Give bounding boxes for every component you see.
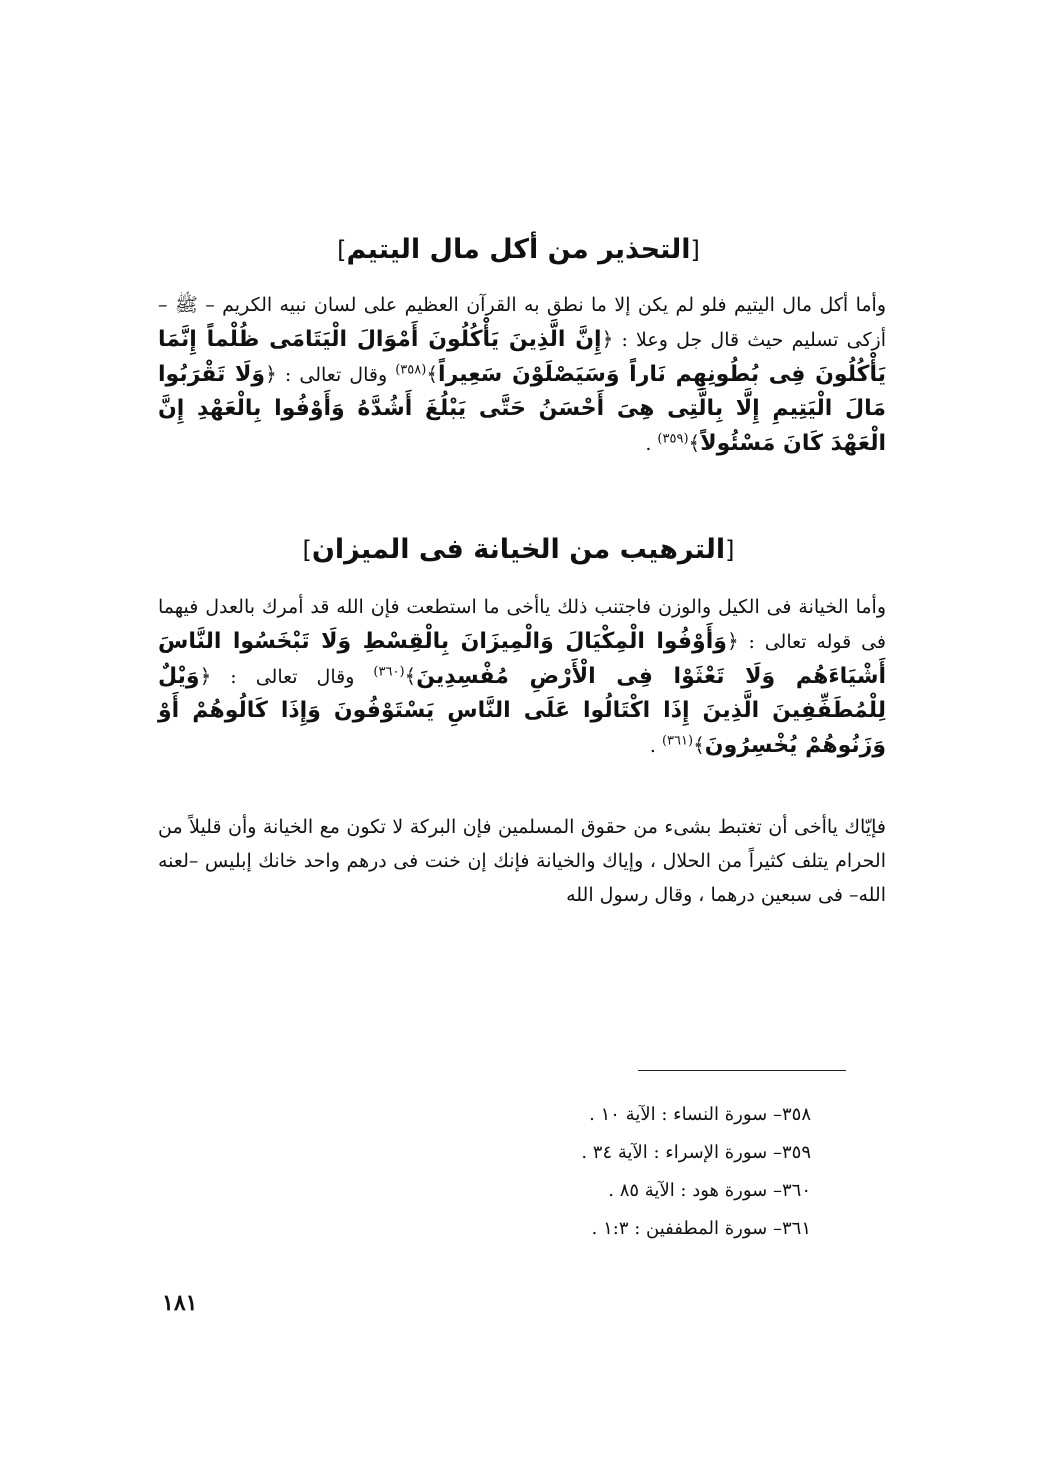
heading-bracket-open: [ (690, 236, 700, 264)
footnote-reference: (٣٥٨) (395, 362, 427, 378)
paragraph-text: . (645, 433, 658, 455)
paragraph-text: . (649, 735, 662, 757)
heading-bracket-open: [ (725, 536, 735, 564)
footnote-divider (638, 1070, 846, 1071)
verse-ornament-open: ﴿ (265, 362, 277, 386)
section-heading-scale-fraud (0, 530, 1037, 570)
paragraph-text: وقال تعالى : (230, 666, 355, 688)
paragraph-warning: فإيّاك ياأخى أن تغتبط بشىء من حقوق المسلمين فإن البركة لا تكون مع الخيانة وأن قليلاً من الحرام يتلف كثيراً من الحلال ، وإياك والخيانة فإنك إن خنت فى درهم واحد خانك إبليس –لعنه الله– فى سبعين درهما ، وقال رسول الله (158, 816, 886, 906)
paragraph-text: وأما الخيانة فى الكيل والوزن فاجتنب ذلك ياأخى ما استطعت فإن الله قد أمرك بالعدل فيهما فى قوله تعالى : (158, 596, 887, 653)
heading-bracket-close: ] (302, 536, 312, 564)
section-heading-orphan-property (0, 230, 1037, 270)
heading-bracket-close: ] (337, 236, 347, 264)
verse-text: وَأَوْفُوا الْمِكْيَالَ وَالْمِيزَانَ بِالْقِسْطِ وَلَا تَبْخَسُوا النَّاسَ أَشْيَاءَهُم وَلَا تَعْثَوْا فِى الْأَرْضِ مُفْسِدِينَ (158, 629, 886, 689)
verse-ornament-open: ﴿ (726, 629, 739, 653)
footnote-item: ٣٦٠– سورة هود : الآية ٨٥ . (608, 1180, 811, 1201)
verse-text: وَلَا تَقْرَبُوا مَالَ الْيَتِيمِ إِلَّا بِالَّتِى هِىَ أَحْسَنُ حَتَّى يَبْلُغَ أَشُدَّهُ وَأَوْفُوا بِالْعَهْدِ إِنَّ الْعَهْدَ كَانَ مَسْئُولاً (158, 362, 886, 456)
verse-ornament-close: ﴾ (688, 431, 701, 455)
heading-text: التحذير من أكل مال اليتيم (346, 234, 691, 265)
footnote-reference: (٣٦٠) (373, 664, 405, 680)
footnotes-list (411, 1098, 811, 1250)
footnote-item: ٣٥٩– سورة الإسراء : الآية ٣٤ . (581, 1142, 811, 1163)
verse-text: إِنَّ الَّذِينَ يَأْكُلُونَ أَمْوَالَ الْيَتَامَى ظُلْماً إِنَّمَا يَأْكُلُونَ فِى بُطُونِهِم نَاراً وَسَيَصْلَوْنَ سَعِيراً (158, 327, 886, 387)
paragraph-orphan-property (158, 288, 886, 461)
paragraph-text: وأما أكل مال اليتيم فلو لم يكن إلا ما نطق به القرآن العظيم على لسان نبيه الكريم – ﷺ – أزكى تسليم حيث قال جل وعلا : (158, 294, 886, 351)
verse-ornament-close: ﴾ (693, 733, 705, 757)
verse-ornament-open: ﴿ (601, 327, 614, 351)
page-number: ١٨١ (162, 1290, 198, 1316)
footnote-item: ٣٥٨– سورة النساء : الآية ١٠ . (589, 1104, 811, 1125)
verse-ornament-open: ﴿ (199, 664, 212, 688)
heading-text: الترهيب من الخيانة فى الميزان (311, 534, 726, 565)
paragraph-text: وقال تعالى : (284, 364, 388, 386)
paragraph-scale-fraud (158, 590, 886, 763)
footnote-reference: (٣٥٩) (657, 431, 689, 447)
verse-ornament-close: ﴾ (426, 362, 439, 386)
verse-ornament-close: ﴾ (404, 664, 417, 688)
footnote-item: ٣٦١– سورة المطففين : ١:٣ . (591, 1218, 811, 1239)
footnote-reference: (٣٦١) (661, 733, 694, 749)
verse-text: وَيْلٌ لِلْمُطَفِّفِينَ الَّذِينَ إِذَا اكْتَالُوا عَلَى النَّاسِ يَسْتَوْفُونَ وَإِذَا كَالُوهُمْ أَوْ وَزَنُوهُمْ يُخْسِرُونَ (158, 664, 886, 758)
